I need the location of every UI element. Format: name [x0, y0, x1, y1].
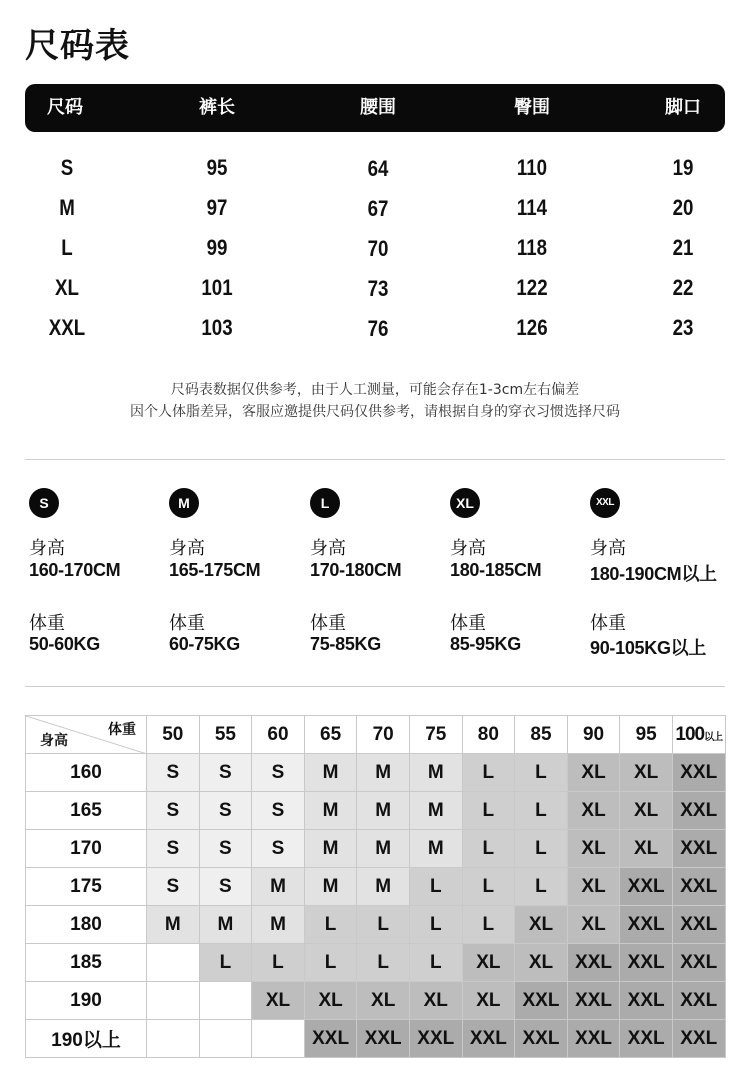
length-cell: 95: [206, 155, 228, 180]
size-l-badge-icon: L: [310, 488, 340, 518]
weight-label: 体重: [310, 613, 346, 634]
waist-cell: 70: [367, 236, 389, 261]
table-row: [25, 148, 725, 188]
header-hip: 臀围: [514, 97, 550, 118]
size-cell: L: [462, 792, 515, 830]
size-cell: XL: [252, 982, 305, 1020]
table-row: [25, 308, 725, 348]
weight-range: 85-95KG: [450, 634, 521, 654]
size-cell: M: [304, 754, 357, 792]
size-cell: L: [357, 944, 410, 982]
disclaimer-line-2: 因个人体脂差异，客服应邀提供尺码仅供参考，请根据自身的穿衣习惯选择尺码: [130, 404, 620, 420]
height-weight-size-grid: [25, 715, 726, 1058]
size-cell: [147, 982, 200, 1020]
weight-column-header: [620, 716, 673, 754]
size-cell: L: [409, 944, 462, 982]
size-cell: XXL: [620, 906, 673, 944]
size-cell: M: [409, 792, 462, 830]
height-label: 身高: [450, 538, 486, 559]
size-cell: XL: [567, 754, 620, 792]
weight-label: 体重: [29, 613, 65, 634]
size-cell: XL: [462, 982, 515, 1020]
leg-opening-cell: 21: [672, 235, 694, 260]
weight-value: 55: [214, 723, 236, 745]
weight-value: 90: [582, 723, 605, 745]
header-pants-length: 裤长: [199, 97, 235, 118]
height-label: 身高: [169, 538, 205, 559]
size-cell: XXL: [567, 1020, 620, 1058]
hip-cell: 122: [516, 275, 548, 300]
weight-value: 80: [477, 723, 499, 745]
leg-opening-cell: 23: [672, 315, 694, 340]
height-row-header: 165: [26, 792, 147, 830]
size-cell: L: [409, 906, 462, 944]
waist-cell: 64: [367, 156, 389, 181]
size-cell: [252, 1020, 305, 1058]
size-cell: XXL: [357, 1020, 410, 1058]
size-cell: XL: [409, 982, 462, 1020]
size-cell: XXL: [567, 944, 620, 982]
size-chart-body: [25, 148, 725, 348]
table-row: [26, 830, 726, 868]
header-leg-opening: 脚口: [665, 97, 701, 118]
size-cell: XL: [55, 275, 79, 300]
size-cell: XXL: [409, 1020, 462, 1058]
weight-value: 95: [635, 723, 657, 745]
size-cell: S: [199, 754, 252, 792]
size-cell: XXL: [672, 792, 725, 830]
fit-guide-l: [310, 488, 450, 654]
weight-value: 100: [675, 723, 705, 745]
weight-value: 85: [530, 723, 552, 745]
height-label: 身高: [590, 538, 626, 559]
leg-opening-cell: 19: [672, 155, 694, 180]
height-range: 180-185CM: [450, 560, 542, 580]
size-cell: L: [515, 868, 568, 906]
height-row-header: 170: [26, 830, 147, 868]
size-cell: M: [59, 195, 75, 220]
size-cell: XL: [515, 944, 568, 982]
size-cell: M: [304, 792, 357, 830]
size-cell: S: [199, 830, 252, 868]
size-cell: XXL: [462, 1020, 515, 1058]
size-cell: M: [409, 754, 462, 792]
size-cell: XXL: [672, 982, 725, 1020]
size-cell: XXL: [515, 982, 568, 1020]
hip-cell: 110: [516, 155, 548, 180]
leg-opening-cell: 22: [672, 275, 694, 300]
table-row: [26, 754, 726, 792]
height-range: 180-190CM以上: [590, 564, 717, 584]
size-cell: XL: [567, 868, 620, 906]
weight-label: 体重: [450, 613, 486, 634]
size-cell: M: [304, 830, 357, 868]
weight-column-header: [199, 716, 252, 754]
weight-column-header: [252, 716, 305, 754]
table-row: [26, 906, 726, 944]
weight-label: 体重: [169, 613, 205, 634]
fit-guide-xl: [450, 488, 590, 654]
grid-body: [26, 754, 726, 1058]
table-row: [26, 868, 726, 906]
size-cell: XXL: [672, 944, 725, 982]
size-cell: L: [462, 754, 515, 792]
weight-column-header: [462, 716, 515, 754]
size-cell: L: [304, 944, 357, 982]
size-cell: XL: [462, 944, 515, 982]
size-cell: XXL: [620, 944, 673, 982]
size-xl-badge-icon: XL: [450, 488, 480, 518]
size-cell: S: [147, 830, 200, 868]
height-range: 170-180CM: [310, 560, 402, 580]
size-cell: [147, 944, 200, 982]
weight-value: 75: [425, 723, 447, 745]
grid-corner: [26, 716, 147, 754]
size-cell: L: [199, 944, 252, 982]
weight-label: 体重: [590, 613, 626, 634]
length-cell: 101: [201, 275, 233, 300]
size-cell: XXL: [672, 1020, 725, 1058]
size-cell: XXL: [672, 868, 725, 906]
weight-column-header: [672, 716, 725, 754]
height-row-header: 185: [26, 944, 147, 982]
height-row-header: 190: [26, 982, 147, 1020]
weight-range: 60-75KG: [169, 634, 240, 654]
height-row-header: 160: [26, 754, 147, 792]
length-cell: 99: [206, 235, 228, 260]
weight-range: 90-105KG以上: [590, 638, 707, 658]
table-row: [25, 188, 725, 228]
size-cell: [147, 1020, 200, 1058]
size-cell: M: [357, 830, 410, 868]
size-cell: XXL: [48, 315, 86, 340]
size-cell: L: [462, 830, 515, 868]
size-cell: M: [357, 868, 410, 906]
size-cell: S: [147, 792, 200, 830]
size-cell: XXL: [567, 982, 620, 1020]
height-label: 身高: [310, 538, 346, 559]
weight-column-header: [304, 716, 357, 754]
weight-axis-label: 体重: [108, 722, 136, 738]
size-cell: L: [409, 868, 462, 906]
weight-column-header: [147, 716, 200, 754]
disclaimer-line-1: 尺码表数据仅供参考，由于人工测量，可能会存在1-3cm左右偏差: [170, 382, 580, 398]
waist-cell: 67: [367, 196, 389, 221]
waist-cell: 73: [367, 276, 389, 301]
size-cell: XL: [620, 754, 673, 792]
size-cell: L: [252, 944, 305, 982]
length-cell: 103: [201, 315, 233, 340]
size-cell: S: [252, 792, 305, 830]
size-cell: M: [357, 792, 410, 830]
size-cell: S: [147, 868, 200, 906]
size-cell: M: [252, 868, 305, 906]
size-cell: L: [515, 830, 568, 868]
height-label: 身高: [29, 538, 65, 559]
header-waist: 腰围: [360, 97, 396, 118]
size-cell: L: [61, 235, 73, 260]
table-row: [26, 792, 726, 830]
size-cell: L: [304, 906, 357, 944]
size-cell: XXL: [620, 1020, 673, 1058]
weight-value: 50: [162, 723, 184, 745]
weight-range: 50-60KG: [29, 634, 100, 654]
size-cell: M: [409, 830, 462, 868]
grid-header-row: [26, 716, 726, 754]
hip-cell: 126: [516, 315, 548, 340]
height-range: 160-170CM: [29, 560, 121, 580]
size-cell: XL: [567, 830, 620, 868]
size-cell: L: [462, 868, 515, 906]
size-cell: XL: [304, 982, 357, 1020]
size-cell: [199, 982, 252, 1020]
height-axis-label: 身高: [40, 733, 68, 749]
weight-column-header: [567, 716, 620, 754]
height-row-header: 180: [26, 906, 147, 944]
size-cell: XL: [620, 830, 673, 868]
fit-guide-s: [29, 488, 169, 654]
size-xxl-badge-icon: XXL: [590, 488, 620, 518]
divider: [25, 686, 725, 687]
size-cell: XL: [567, 792, 620, 830]
size-cell: XXL: [672, 830, 725, 868]
hip-cell: 114: [516, 195, 548, 220]
size-cell: L: [357, 906, 410, 944]
size-cell: S: [199, 792, 252, 830]
weight-value: 70: [372, 723, 394, 745]
table-row: [25, 268, 725, 308]
length-cell: 97: [206, 195, 228, 220]
hip-cell: 118: [516, 235, 548, 260]
size-chart-header: [25, 84, 725, 132]
size-cell: XXL: [515, 1020, 568, 1058]
weight-value: 60: [267, 723, 289, 745]
size-cell: M: [304, 868, 357, 906]
size-cell: XXL: [620, 868, 673, 906]
size-cell: M: [147, 906, 200, 944]
size-cell: S: [199, 868, 252, 906]
height-row-header: 190以上: [26, 1020, 147, 1058]
size-cell: XXL: [620, 982, 673, 1020]
size-cell: [199, 1020, 252, 1058]
size-cell: S: [252, 754, 305, 792]
waist-cell: 76: [367, 316, 389, 341]
size-cell: S: [60, 155, 74, 180]
weight-value: 65: [320, 723, 342, 745]
table-row: [26, 982, 726, 1020]
size-cell: M: [199, 906, 252, 944]
size-cell: M: [252, 906, 305, 944]
size-cell: XL: [620, 792, 673, 830]
size-cell: L: [515, 792, 568, 830]
size-m-badge-icon: M: [169, 488, 199, 518]
size-cell: S: [147, 754, 200, 792]
height-row-header: 175: [26, 868, 147, 906]
size-cell: XXL: [672, 754, 725, 792]
divider: [25, 459, 725, 460]
weight-suffix: 以上: [704, 731, 723, 743]
fit-guide-xxl: [590, 488, 730, 658]
size-cell: M: [357, 754, 410, 792]
size-cell: L: [515, 754, 568, 792]
size-cell: S: [252, 830, 305, 868]
weight-range: 75-85KG: [310, 634, 381, 654]
table-row: [25, 228, 725, 268]
size-cell: XXL: [672, 906, 725, 944]
header-size: 尺码: [47, 97, 83, 118]
weight-column-header: [515, 716, 568, 754]
page-title: 尺码表: [25, 26, 130, 66]
weight-column-header: [409, 716, 462, 754]
size-cell: XL: [515, 906, 568, 944]
size-cell: XL: [357, 982, 410, 1020]
leg-opening-cell: 20: [672, 195, 694, 220]
size-s-badge-icon: S: [29, 488, 59, 518]
fit-guide-m: [169, 488, 309, 654]
size-cell: XL: [567, 906, 620, 944]
size-cell: L: [462, 906, 515, 944]
table-row: [26, 944, 726, 982]
table-row: [26, 1020, 726, 1058]
size-cell: XXL: [304, 1020, 357, 1058]
height-range: 165-175CM: [169, 560, 261, 580]
weight-column-header: [357, 716, 410, 754]
